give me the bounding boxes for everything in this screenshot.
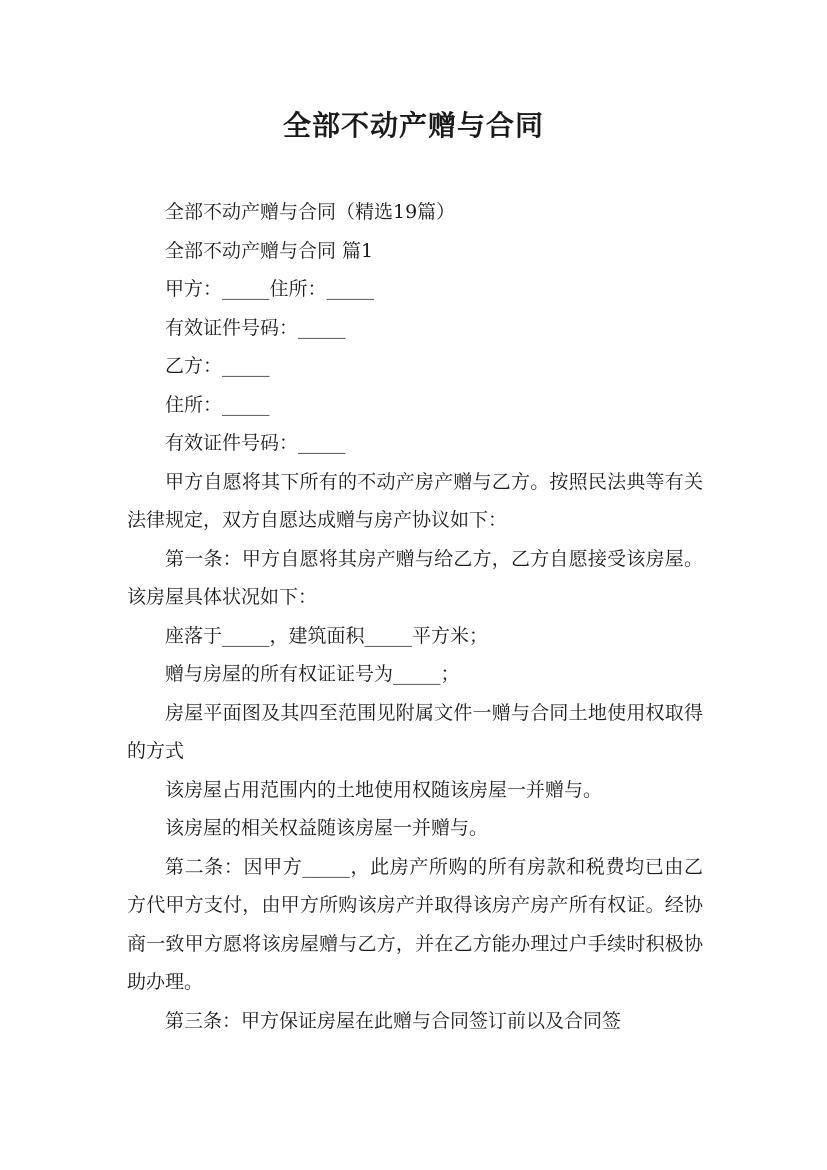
paragraph: 甲方：_____住所：_____ xyxy=(165,278,375,300)
paragraph: 座落于_____，建筑面积_____平方米； xyxy=(165,624,489,647)
paragraph: 有效证件号码：_____ xyxy=(165,432,346,454)
paragraph: 第一条：甲方自愿将其房产赠与给乙方，乙方自愿接受该房屋。该房屋具体状况如下： xyxy=(127,547,703,608)
document-body xyxy=(127,193,703,1040)
paragraph: 房屋平面图及其四至范围见附属文件一赠与合同土地使用权取得的方式 xyxy=(127,701,703,762)
paragraph: 赠与房屋的所有权证证号为_____； xyxy=(165,663,460,685)
paragraph: 乙方：_____ xyxy=(165,355,270,377)
paragraph: 该房屋占用范围内的土地使用权随该房屋一并赠与。 xyxy=(165,778,603,801)
paragraph: 第三条：甲方保证房屋在此赠与合同签订前以及合同签 xyxy=(165,1009,622,1032)
paragraph: 该房屋的相关权益随该房屋一并赠与。 xyxy=(165,817,489,839)
paragraph: 全部不动产赠与合同 篇1 xyxy=(165,239,374,262)
paragraph: 甲方自愿将其下所有的不动产房产赠与乙方。按照民法典等有关法律规定，双方自愿达成赠与房产协议如下： xyxy=(127,470,703,531)
paragraph: 住所：_____ xyxy=(165,393,270,416)
paragraph: 有效证件号码：_____ xyxy=(165,316,346,339)
document-title: 全部不动产赠与合同 xyxy=(282,109,544,142)
paragraph: 全部不动产赠与合同（精选19篇） xyxy=(165,201,456,223)
paragraph: 第二条：因甲方_____，此房产所购的所有房款和税费均已由乙方代甲方支付，由甲方所购该房产并取得该房产房产所有权证。经协商一致甲方愿将该房屋赠与乙方，并在乙方能办理过户手续时积极协助办理。 xyxy=(127,855,703,993)
